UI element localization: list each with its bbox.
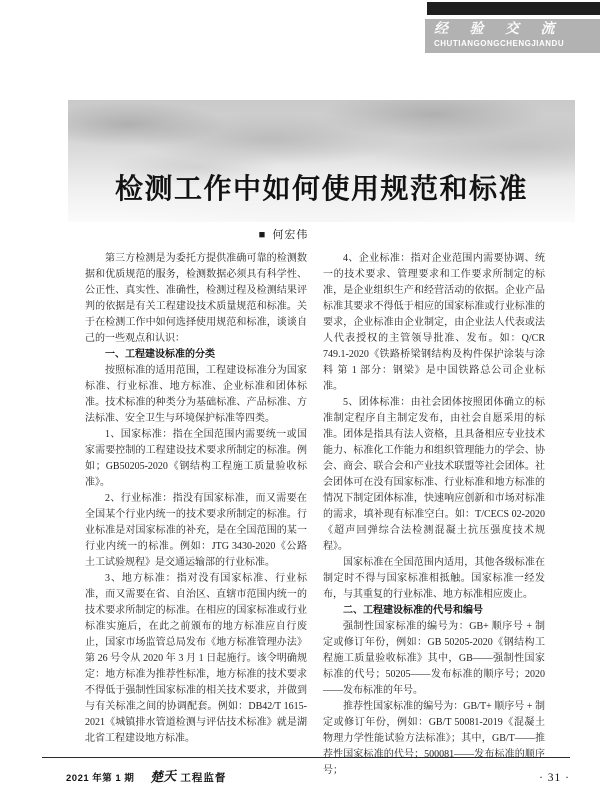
header-black-bar <box>427 2 600 15</box>
page-number: · 31 · <box>539 772 570 784</box>
paragraph: 4、企业标准：指对企业范围内需要协调、统一的技术要求、管理要求和工作要求所制定的标准，是企业组织生产和经营活动的依据。企业产品标准其要求不得低于相应的国家标准或行业标准的要求，企业标准由企业制定，由企业法人代表或法人代表授权的主管领导批准、发布。如：Q/CR 749.1-2020《铁路桥梁钢结构及构件保护涂装与涂料 第 1 部分：钢梁》是中国铁路总公司企业标准。 <box>323 253 545 392</box>
paragraph: 2、行业标准：指没有国家标准，而又需要在全国某个行业内统一的技术要求所制定的标准。行业标准是对国家标准的补充，是在全国范围的某一行业内统一的标准。例如：JTG 3430-2020《公路土工试验规程》是交通运输部的行业标准。 <box>85 493 307 568</box>
paragraph: 3、地方标准：指对没有国家标准、行业标准，而又需要在省、自治区、直辖市范围内统一的技术要求所制定的标准。在相应的国家标准或行业标准实施后，在此之前颁布的地方标准应自行废止，国家市场监管总局发布《地方标准管理办法》第 26 号令从 2020 年 3 月 1 日起施行。该令明确规定：地方标准为推荐性标准，地方标准的技术要求不得低于强制性国家标准的相关技术要求，并做到与有关标准之间的协调配套。例如：DB42/T 1615-2021《城镇排水管道检测与评估技术标准》就是湖北省工程建设地方标准。 <box>85 573 307 744</box>
article-title: 检测工作中如何使用规范和标准 <box>114 174 528 205</box>
issue-label: 2021 年第 1 期 <box>66 773 135 784</box>
paragraph: 强制性国家标准的编号为：GB+ 顺序号 + 制定或修订年份，例如：GB 50205-2020《钢结构工程施工质量验收标准》其中，GB——强制性国家标准的代号；50205——发布标准的顺序号；2020——发布标准的年号。 <box>323 621 545 696</box>
author-square-icon: ■ <box>258 229 266 241</box>
left-column <box>85 251 307 779</box>
category-title: 经 验 交 流 <box>434 22 564 37</box>
footer-divider <box>42 757 570 758</box>
paragraph: 国家标准在全国范围内适用，其他各级标准在制定时不得与国家标准相抵触。国家标准一经发布，与其重复的行业标准、地方标准相应废止。 <box>323 557 545 600</box>
category-pinyin: CHUTIANGONGCHENGJIANDU <box>434 39 565 48</box>
paragraph: 第三方检测是为委托方提供准确可靠的检测数据和优质规范的服务，检测数据必须具有科学性、公正性、真实性、准确性，检测过程及检测结果评判的依据是有关工程建设技术质量规范和标准。关于在检测工作中如何选择使用规范和标准，谈谈自己的一些观点和认识： <box>85 253 307 344</box>
footer <box>42 766 570 785</box>
right-column <box>323 251 545 779</box>
paragraph: 5、团体标准：由社会团体按照团体确立的标准制定程序自主制定发布，由社会自愿采用的标准。团体是指具有法人资格，且具备相应专业技术能力、标准化工作能力和组织管理能力的学会、协会、商会、联合会和产业技术联盟等社会团体。社会团体可在没有国家标准、行业标准和地方标准的情况下制定团体标准，快速响应创新和市场对标准的需求，填补现有标准空白。如：T/CECS 02-2020《超声回弹综合法检测混凝土抗压强度技术规程》。 <box>323 397 545 552</box>
paragraph: 按照标准的适用范围，工程建设标准分为国家标准、行业标准、地方标准、企业标准和团体标准。技术标准的种类分为基础标准、产品标准、方法标准、安全卫生与环境保护标准等四类。 <box>85 365 307 424</box>
journal-logo-script: 楚天 <box>149 768 177 785</box>
paragraph: 1、国家标准：指在全国范围内需要统一或国家需要控制的工程建设技术要求所制定的标准。例如；GB50205-2020《钢结构工程施工质量验收标准》。 <box>85 429 307 488</box>
author-name: 何宏伟 <box>272 229 309 241</box>
journal-name: 工程监督 <box>180 772 227 784</box>
article-body <box>85 251 545 779</box>
section-heading: 二、工程建设标准的代号和编号 <box>343 605 483 616</box>
category-header <box>425 19 600 53</box>
title-banner-cloud-image <box>68 100 575 222</box>
section-heading: 一、工程建设标准的分类 <box>105 349 215 360</box>
paragraph: 推荐性国家标准的编号为：GB/T+ 顺序号 + 制定或修订年份，例如：GB/T 50081-2019《混凝土物理力学性能试验方法标准》；其中，GB/T——推荐性国家标准的代号；500081——发布标准的顺序号； <box>323 701 545 776</box>
author-line <box>30 226 537 242</box>
